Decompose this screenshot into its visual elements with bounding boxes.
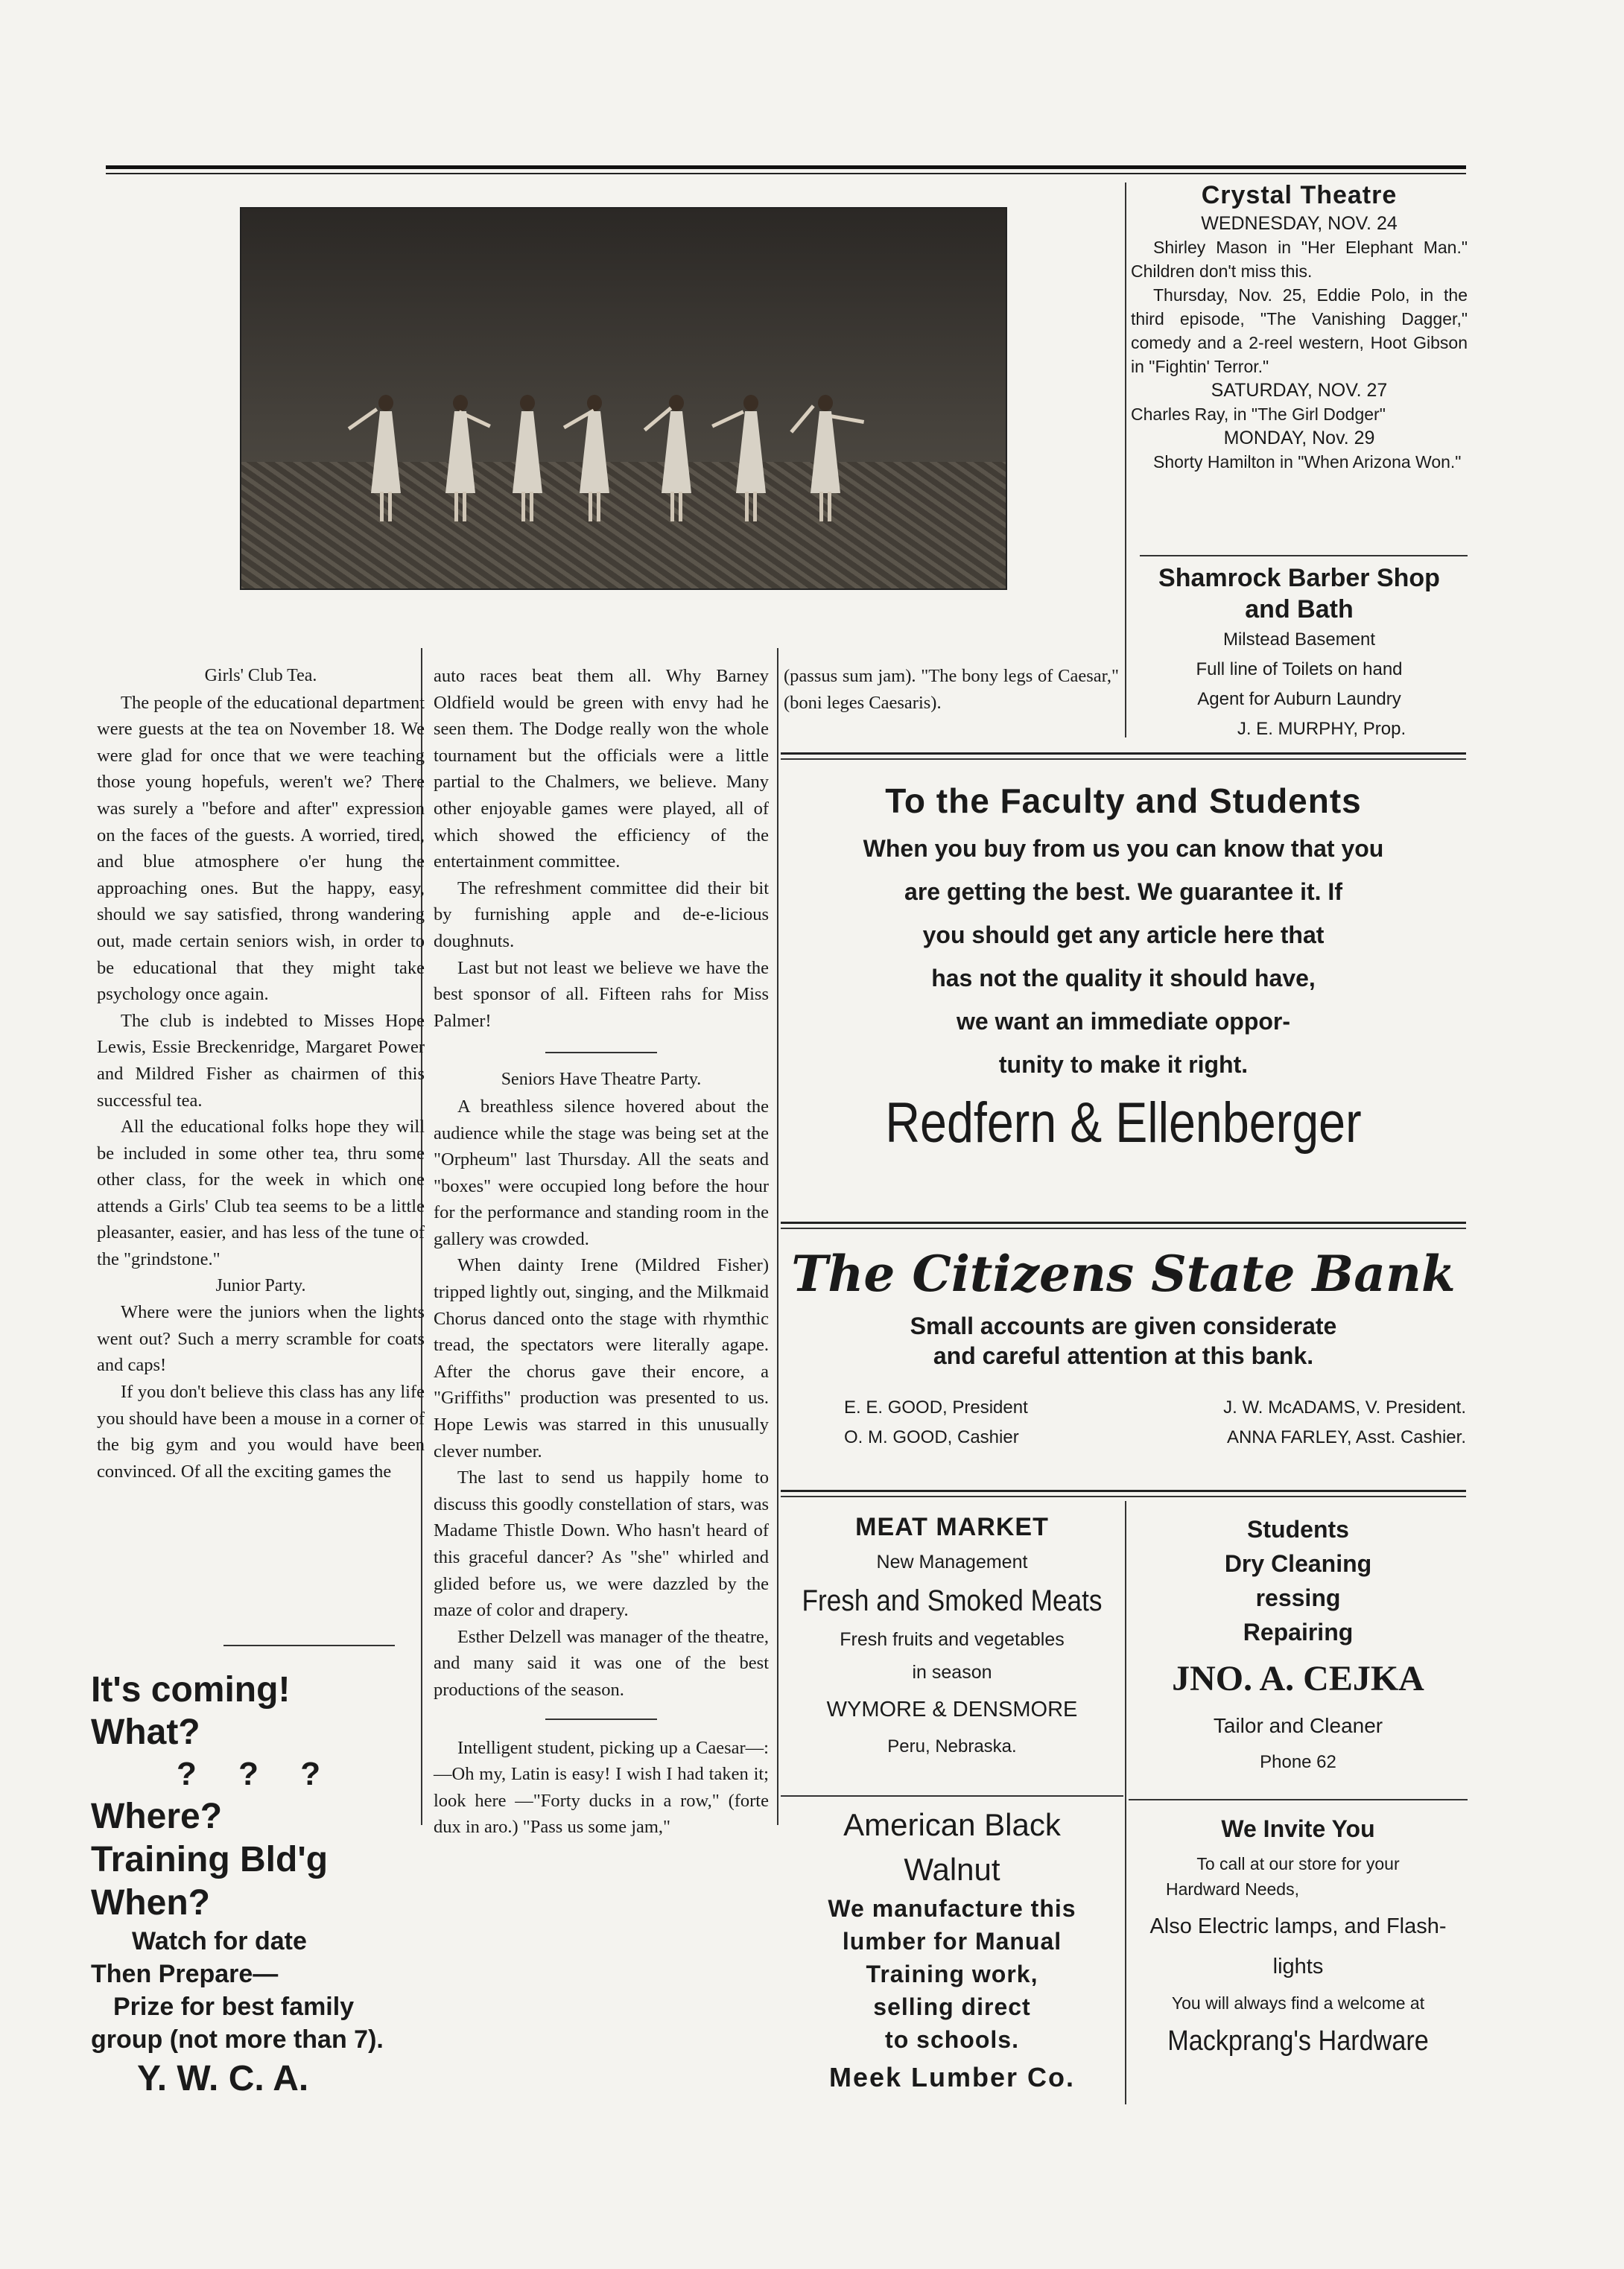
hardware-title: We Invite You xyxy=(1221,1815,1375,1842)
cejka-line-2: Dry Cleaning xyxy=(1224,1550,1372,1577)
bank-line-2: and careful attention at this bank. xyxy=(933,1342,1314,1369)
crystal-mon-text: Shorty Hamilton in "When Arizona Won." xyxy=(1153,452,1462,472)
junior-party-heading: Junior Party. xyxy=(215,1275,306,1295)
faculty-line-5: we want an immediate oppor- xyxy=(956,1008,1291,1035)
cejka-line-1: Students xyxy=(1247,1516,1349,1543)
latin-joke: Intelligent student, picking up a Caesar—:—Oh my, Latin is easy! I wish I had taken it; look here —"Forty ducks in a row," (forte dux in aro.) "Pass us some jam," xyxy=(434,1737,769,1838)
ywca-line-10: group (not more than 7). xyxy=(91,2025,384,2054)
crystal-sat-date: SATURDAY, NOV. 27 xyxy=(1211,380,1388,401)
column-divider-2 xyxy=(777,648,778,1825)
seniors-para-4: Esther Delzell was manager of the theatre, and many said it was one of the best productions of the season. xyxy=(434,1626,769,1700)
bank-name: The Citizens State Bank xyxy=(791,1245,1456,1303)
walnut-line-2: lumber for Manual xyxy=(842,1928,1062,1955)
shamrock-line-2: Full line of Toilets on hand xyxy=(1196,659,1403,679)
ywca-line-6: When? xyxy=(91,1883,210,1923)
meat-line-3: Fresh fruits and vegetables xyxy=(840,1629,1065,1650)
walnut-line-3: Training work, xyxy=(866,1961,1038,1987)
crystal-wed-date: WEDNESDAY, NOV. 24 xyxy=(1201,213,1398,234)
ywca-line-8: Then Prepare— xyxy=(91,1960,279,1988)
girls-tea-para-1: The people of the educational department were guests at the tea on November 18. We were glad for once that we were teaching those young hopefuls, weren't we? There was surely a "before and after" expression on the faces of the guests. A worried, tired, and blue atmosphere o'er hung the approaching ones. But the happy, easy, should we say satisfied, throng wandering out, made certain seniors wish, in order to be educational that they might take psychology once again. xyxy=(97,692,425,1005)
cejka-line-5: Tailor and Cleaner xyxy=(1213,1714,1383,1737)
crystal-theatre-title: Crystal Theatre xyxy=(1201,181,1398,209)
meat-divider xyxy=(781,1795,1123,1797)
walnut-line-1: We manufacture this xyxy=(828,1895,1076,1922)
ywca-line-9: Prize for best family xyxy=(113,1993,355,2021)
column-1 xyxy=(97,663,425,1485)
citizens-bank-ad xyxy=(781,1237,1466,1467)
ywca-ad xyxy=(91,1669,419,2102)
col2-divider-1 xyxy=(545,1034,657,1053)
mackprang-hardware: Mackprang's Hardware xyxy=(1167,2025,1429,2057)
hardware-line-5: You will always find a welcome at xyxy=(1171,1993,1425,2013)
bank-officer-3: J. W. McADAMS, V. President. xyxy=(1223,1397,1466,1418)
meat-market-ad xyxy=(781,1508,1123,1763)
crystal-theatre-ad xyxy=(1131,179,1468,474)
ywca-line-1: It's coming! xyxy=(91,1670,291,1710)
crystal-thu-text: Thursday, Nov. 25, Eddie Polo, in the third episode, "The Vanishing Dagger," comedy and a 2-reel western, Hoot Gibson in "Fightin' Terror." xyxy=(1131,285,1468,376)
junior-party-para-2: If you don't believe this class has any life you should have been a mouse in a corner of the big gym and you would have been convinced. Of all the exciting games the xyxy=(97,1382,425,1482)
col1-divider xyxy=(223,1645,395,1646)
col2-para-1: auto races beat them all. Why Barney Oldfield would be green with envy had he seen them. The Dodge really won the whole tournament but the officials were a little partial to the Chalmers, we believe. Many other enjoyable games were played, all of which showed the efficiency of the entertainment committee. xyxy=(434,666,769,872)
faculty-line-4: has not the quality it should have, xyxy=(931,965,1316,991)
ywca-line-2: What? xyxy=(91,1713,200,1752)
faculty-line-3: you should get any article here that xyxy=(922,921,1325,948)
girls-tea-heading: Girls' Club Tea. xyxy=(204,666,317,685)
ywca-line-4: Where? xyxy=(91,1797,223,1836)
top-rule xyxy=(106,165,1466,169)
bank-top-rule-2 xyxy=(781,1228,1466,1229)
col2-para-3: Last but not least we believe we have the best sponsor of all. Fifteen rahs for Miss Palmer! xyxy=(434,957,769,1031)
bank-bottom-rule xyxy=(781,1490,1466,1492)
meat-line-2: Fresh and Smoked Meats xyxy=(802,1584,1103,1617)
col2-divider-2 xyxy=(545,1704,657,1720)
ywca-line-5: Training Bld'g xyxy=(91,1840,329,1879)
hardware-line-2: Hardward Needs, xyxy=(1166,1879,1299,1899)
shamrock-title-1: Shamrock Barber Shop xyxy=(1158,564,1440,592)
meat-line-6: Peru, Nebraska. xyxy=(887,1736,1017,1757)
meat-line-4: in season xyxy=(912,1662,992,1683)
faculty-ad xyxy=(781,775,1466,1161)
junior-party-para-1: Where were the juniors when the lights went out? Such a merry scramble for coats and caps! xyxy=(97,1302,425,1376)
crystal-wed-text: Shirley Mason in "Her Elephant Man." Children don't miss this. xyxy=(1131,238,1468,281)
hardware-line-3: Also Electric lamps, and Flash- xyxy=(1149,1914,1447,1938)
shamrock-line-4: J. E. MURPHY, Prop. xyxy=(1237,719,1406,739)
cejka-line-4: Repairing xyxy=(1243,1619,1354,1646)
walnut-title-2: Walnut xyxy=(904,1852,1000,1887)
walnut-line-5: to schools. xyxy=(885,2026,1019,2053)
column-2 xyxy=(434,663,769,1841)
seniors-theatre-heading: Seniors Have Theatre Party. xyxy=(501,1070,702,1090)
meat-line-5: WYMORE & DENSMORE xyxy=(826,1698,1078,1721)
cejka-line-3: ressing xyxy=(1255,1584,1341,1611)
col2-para-2: The refreshment committee did their bit by furnishing apple and de-e-licious doughnuts. xyxy=(434,878,769,951)
shamrock-line-3: Agent for Auburn Laundry xyxy=(1197,689,1401,709)
walnut-line-4: selling direct xyxy=(873,1993,1031,2020)
shamrock-line-1: Milstead Basement xyxy=(1222,629,1376,650)
crystal-sat-text: Charles Ray, in "The Girl Dodger" xyxy=(1131,404,1386,424)
cejka-tailor-ad xyxy=(1129,1512,1468,1782)
ywca-line-7: Watch for date xyxy=(132,1927,307,1955)
ywca-line-11: Y. W. C. A. xyxy=(137,2059,309,2098)
bank-line-1: Small accounts are given considerate xyxy=(910,1313,1337,1339)
redfern-ellenberger: Redfern & Ellenberger xyxy=(885,1091,1362,1155)
crystal-mon-date: MONDAY, Nov. 29 xyxy=(1223,428,1375,448)
seniors-para-2: When dainty Irene (Mildred Fisher) tripped lightly out, singing, and the Milkmaid Chorus danced onto the stage with rhymthic tread, the spectators were literally agape. After the chorus gave their encore, a "Griffiths" production was presented to us. Hope Lewis was starred in this unusually clever number. xyxy=(434,1255,769,1462)
dancers-photo xyxy=(240,207,1007,590)
bank-officers xyxy=(781,1393,1466,1467)
faculty-line-2: are getting the best. We guarantee it. If xyxy=(904,878,1342,905)
shamrock-title-2: and Bath xyxy=(1245,595,1354,623)
cejka-divider xyxy=(1129,1799,1468,1800)
hardware-line-1: To call at our store for your xyxy=(1196,1854,1400,1873)
column-divider-3 xyxy=(1125,183,1126,737)
hardware-line-4: lights xyxy=(1272,1955,1324,1978)
girls-tea-para-3: All the educational folks hope they will be included in some other tea, thru some other class, for the week in which one attends a Girls' Club tea seems to be a little pleasanter, easier, and has less of the tune of the "grindstone." xyxy=(97,1117,425,1270)
hardware-ad xyxy=(1129,1806,1468,2063)
walnut-title-1: American Black xyxy=(843,1807,1061,1842)
seniors-para-3: The last to send us happily home to discuss this goodly constellation of stars, was Madame Thistle Down. Who hasn't heard of this graceful dancer? As "she" whirled and glided before us, we were dazzled by the maze of color and drapery. xyxy=(434,1467,769,1621)
faculty-top-rule-2 xyxy=(781,758,1466,760)
faculty-title: To the Faculty and Students xyxy=(885,781,1362,820)
bank-bottom-rule-2 xyxy=(781,1496,1466,1497)
bank-officer-1: E. E. GOOD, President xyxy=(844,1397,1028,1418)
crystal-divider xyxy=(1140,555,1468,556)
seniors-para-1: A breathless silence hovered about the audience while the stage was being set at the "Orpheum" last Thursday. All the seats and "boxes" were occupied long before the hour for the performance and standing room in the gallery was crowded. xyxy=(434,1096,769,1249)
faculty-line-1: When you buy from us you can know that you xyxy=(863,835,1384,862)
column-3 xyxy=(784,663,1119,716)
faculty-top-rule xyxy=(781,752,1466,755)
meek-lumber: Meek Lumber Co. xyxy=(828,2062,1076,2092)
shamrock-barber-ad xyxy=(1131,562,1468,744)
cejka-name: JNO. A. CEJKA xyxy=(1172,1659,1424,1698)
bank-top-rule xyxy=(781,1222,1466,1224)
latin-joke-end: (passus sum jam). "The bony legs of Caesar," (boni leges Caesaris). xyxy=(784,666,1119,713)
meat-line-1: New Management xyxy=(876,1552,1028,1573)
top-rule-thin xyxy=(106,173,1466,174)
girls-tea-para-2: The club is indebted to Misses Hope Lewis, Essie Breckenridge, Margaret Power and Mildred Fisher as chairmen of this successful tea. xyxy=(97,1010,425,1111)
cejka-line-6: Phone 62 xyxy=(1260,1752,1336,1772)
bank-officer-2: O. M. GOOD, Cashier xyxy=(844,1427,1019,1447)
walnut-ad xyxy=(781,1803,1123,2099)
bank-officer-4: ANNA FARLEY, Asst. Cashier. xyxy=(1226,1427,1466,1447)
ywca-line-3: ? ? ? xyxy=(177,1756,337,1792)
column-divider-4 xyxy=(1125,1501,1126,2104)
meat-title: MEAT MARKET xyxy=(855,1513,1049,1541)
faculty-line-6: tunity to make it right. xyxy=(998,1051,1249,1078)
